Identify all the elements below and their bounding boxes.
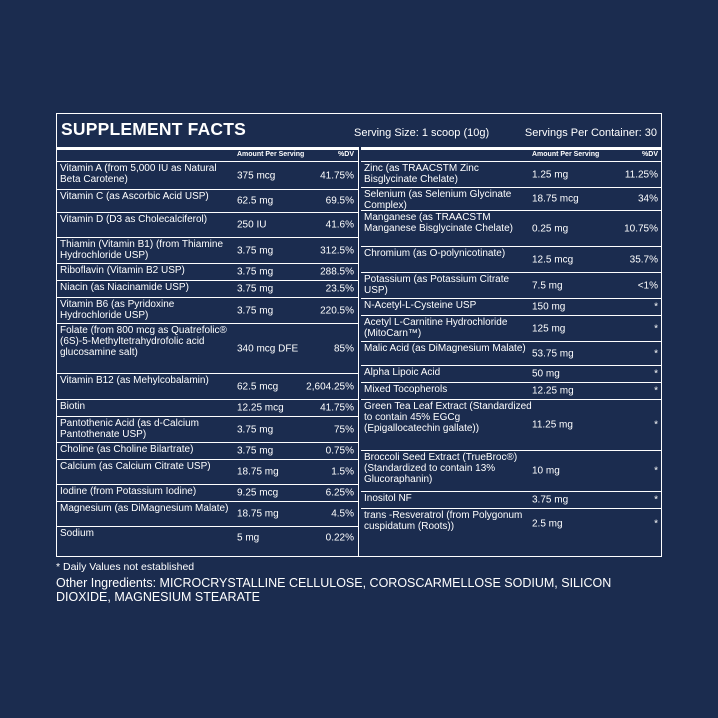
nutrient-amount: 0.25 mg <box>532 223 569 234</box>
nutrient-name: Chromium (as O-polynicotinate) <box>364 248 506 259</box>
right-column-header <box>361 147 662 162</box>
nutrient-dv: * <box>654 518 658 530</box>
nutrient-dv: 34% <box>637 193 658 205</box>
table-row <box>361 299 662 316</box>
nutrient-name: Broccoli Seed Extract (TrueBroc®) (Standardized to contain 13% Glucoraphanin) <box>364 452 518 485</box>
nutrient-name: Mixed Tocopherols <box>364 384 448 395</box>
table-row <box>57 238 358 264</box>
table-row <box>361 188 662 211</box>
nutrient-amount: 50 mg <box>532 368 560 380</box>
table-row <box>57 213 358 238</box>
nutrient-dv: 312.5% <box>320 245 354 256</box>
nutrient-name: Selenium (as Selenium Glycinate Complex) <box>364 189 512 211</box>
table-row <box>57 162 358 190</box>
table-row <box>361 383 662 400</box>
nutrient-amount: 250 IU <box>237 219 267 231</box>
table-row <box>57 417 358 443</box>
nutrient-name: Folate (from 800 mcg as Quatrefolic® (6S)-5-Methyltetrahydrofolic acid glucosamine salt) <box>60 325 227 358</box>
nutrient-name: Acetyl L-Carnitine Hydrochloride (MitoCarn™) <box>364 317 508 339</box>
nutrient-name: Vitamin B6 (as Pyridoxine Hydrochloride USP) <box>60 299 175 321</box>
nutrient-name: Potassium (as Potassium Citrate USP) <box>364 274 510 296</box>
panel-title: SUPPLEMENT FACTS <box>61 119 247 139</box>
nutrient-amount: 375 mcg <box>237 170 276 181</box>
nutrient-amount: 12.25 mcg <box>237 402 284 414</box>
nutrient-dv: 85% <box>333 343 354 354</box>
table-row <box>361 400 662 451</box>
table-row <box>57 324 358 374</box>
amount-header: Amount Per Serving <box>532 151 600 158</box>
nutrient-name: Vitamin C (as Ascorbic Acid USP) <box>60 191 209 202</box>
table-row <box>361 509 662 539</box>
nutrient-name: Magnesium (as DiMagnesium Malate) <box>60 503 229 514</box>
nutrient-dv: 220.5% <box>320 305 354 316</box>
table-row <box>361 273 662 299</box>
nutrient-amount: 3.75 mg <box>237 445 274 457</box>
other-ingredients: Other Ingredients: MICROCRYSTALLINE CELLULOSE, COROSCARMELLOSE SODIUM, SILICON DIOXIDE, MAGNESIUM STEARATE <box>56 576 612 604</box>
right-column <box>361 147 662 556</box>
nutrient-dv: * <box>654 419 658 431</box>
nutrient-dv: * <box>654 494 658 506</box>
nutrient-amount: 12.5 mcg <box>532 254 574 265</box>
table-row <box>361 247 662 273</box>
nutrient-amount: 5 mg <box>237 532 260 543</box>
nutrient-name: Calcium (as Calcium Citrate USP) <box>60 461 211 472</box>
nutrient-dv: * <box>654 348 658 359</box>
nutrient-amount: 3.75 mg <box>532 494 569 506</box>
nutrient-amount: 7.5 mg <box>532 280 563 291</box>
nutrient-name: Zinc (as TRAACSTM Zinc Bisglycinate Chelate) <box>364 163 479 185</box>
nutrient-amount: 18.75 mcg <box>532 193 579 205</box>
dv-header: %DV <box>642 151 658 158</box>
nutrient-amount: 62.5 mcg <box>237 381 279 392</box>
table-row <box>361 211 662 247</box>
nutrient-dv: 0.22% <box>325 532 354 543</box>
nutrient-name: Biotin <box>60 401 86 412</box>
table-row <box>361 342 662 366</box>
nutrient-dv: 35.7% <box>629 254 658 265</box>
nutrient-amount: 3.75 mg <box>237 245 274 256</box>
nutrient-dv: 1.5% <box>331 466 354 478</box>
nutrient-dv: 10.75% <box>624 223 658 234</box>
table-row <box>57 502 358 527</box>
nutrient-amount: 2.5 mg <box>532 518 563 530</box>
table-row <box>57 460 358 485</box>
table-row <box>57 443 358 460</box>
table-row <box>57 400 358 417</box>
nutrient-name: Inositol NF <box>364 493 412 504</box>
nutrient-amount: 1.25 mg <box>532 169 569 180</box>
nutrient-dv: 69.5% <box>325 195 354 207</box>
nutrient-dv: 0.75% <box>325 445 354 457</box>
servings-per-container: Servings Per Container: 30 <box>524 127 657 139</box>
nutrient-amount: 53.75 mg <box>532 348 574 359</box>
supplement-facts-panel <box>56 113 662 557</box>
table-row <box>57 485 358 502</box>
table-row <box>57 298 358 324</box>
nutrient-dv: 288.5% <box>320 266 354 278</box>
nutrient-dv: 41.75% <box>320 170 354 181</box>
table-row <box>361 162 662 188</box>
nutrient-name: Riboflavin (Vitamin B2 USP) <box>60 265 185 276</box>
nutrient-name: Vitamin B12 (as Mehylcobalamin) <box>60 375 209 386</box>
nutrient-dv: 11.25% <box>624 169 658 180</box>
nutrient-amount: 3.75 mg <box>237 305 274 316</box>
nutrient-amount: 18.75 mg <box>237 508 279 520</box>
nutrient-name: Vitamin A (from 5,000 IU as Natural Beta Carotene) <box>60 163 217 185</box>
nutrient-dv: * <box>654 323 658 334</box>
table-row <box>361 316 662 342</box>
nutrient-amount: 11.25 mg <box>532 419 573 431</box>
amount-header: Amount Per Serving <box>237 151 305 158</box>
serving-size: Serving Size: 1 scoop (10g) <box>354 127 490 139</box>
nutrient-amount: 12.25 mg <box>532 385 574 397</box>
nutrient-name: Pantothenic Acid (as d-Calcium Pantothenate USP) <box>60 418 199 440</box>
nutrient-name: Alpha Lipoic Acid <box>364 367 441 378</box>
dv-header: %DV <box>338 151 354 158</box>
nutrient-amount: 3.75 mg <box>237 424 274 435</box>
nutrient-amount: 340 mcg DFE <box>237 343 299 354</box>
nutrient-dv: 6.25% <box>325 487 354 499</box>
nutrient-dv: 75% <box>333 424 354 435</box>
table-row <box>57 264 358 281</box>
nutrient-name: Manganese (as TRAACSTM Manganese Bisglycinate Chelate) <box>364 212 513 234</box>
nutrient-dv: * <box>654 465 658 477</box>
nutrient-dv: <1% <box>637 280 658 291</box>
nutrient-amount: 10 mg <box>532 465 560 477</box>
left-column-header <box>57 147 358 162</box>
nutrient-dv: 2,604.25% <box>306 381 354 392</box>
nutrient-name: Choline (as Choline Bilartrate) <box>60 444 194 455</box>
nutrient-dv: * <box>654 368 658 380</box>
nutrient-amount: 18.75 mg <box>237 466 279 478</box>
table-row <box>57 190 358 213</box>
nutrient-amount: 3.75 mg <box>237 266 274 278</box>
nutrient-name: Sodium <box>60 528 94 539</box>
nutrient-name: trans -Resveratrol (from Polygonum cuspidatum (Roots)) <box>364 510 523 532</box>
table-row <box>361 451 662 492</box>
nutrient-name: Niacin (as Niacinamide USP) <box>60 282 189 293</box>
nutrient-amount: 9.25 mcg <box>237 487 279 499</box>
nutrient-amount: 3.75 mg <box>237 283 274 295</box>
table-row <box>57 374 358 400</box>
table-row <box>57 281 358 298</box>
table-row <box>57 527 358 548</box>
nutrient-amount: 62.5 mg <box>237 195 274 207</box>
left-rows <box>57 162 358 548</box>
footnote: * Daily Values not established <box>56 561 195 573</box>
nutrient-dv: 4.5% <box>331 508 354 520</box>
table-row <box>361 366 662 383</box>
nutrient-dv: 41.6% <box>325 219 354 231</box>
nutrient-name: Green Tea Leaf Extract (Standardized to contain 45% EGCg (Epigallocatechin gallate)) <box>364 401 532 434</box>
nutrient-name: N-Acetyl-L-Cysteine USP <box>364 300 477 311</box>
nutrient-amount: 150 mg <box>532 301 566 313</box>
table-row <box>361 492 662 509</box>
nutrient-dv: * <box>654 301 658 313</box>
nutrient-name: Malic Acid (as DiMagnesium Malate) <box>364 343 526 354</box>
left-column <box>57 147 358 556</box>
nutrient-name: Vitamin D (D3 as Cholecalciferol) <box>60 214 208 225</box>
nutrient-name: Iodine (from Potassium Iodine) <box>60 486 197 497</box>
nutrient-dv: 41.75% <box>320 402 354 414</box>
nutrient-dv: * <box>654 385 658 397</box>
nutrient-name: Thiamin (Vitamin B1) (from Thiamine Hydrochloride USP) <box>60 239 224 261</box>
right-rows <box>361 162 662 539</box>
nutrient-dv: 23.5% <box>325 283 354 295</box>
nutrient-amount: 125 mg <box>532 323 566 334</box>
